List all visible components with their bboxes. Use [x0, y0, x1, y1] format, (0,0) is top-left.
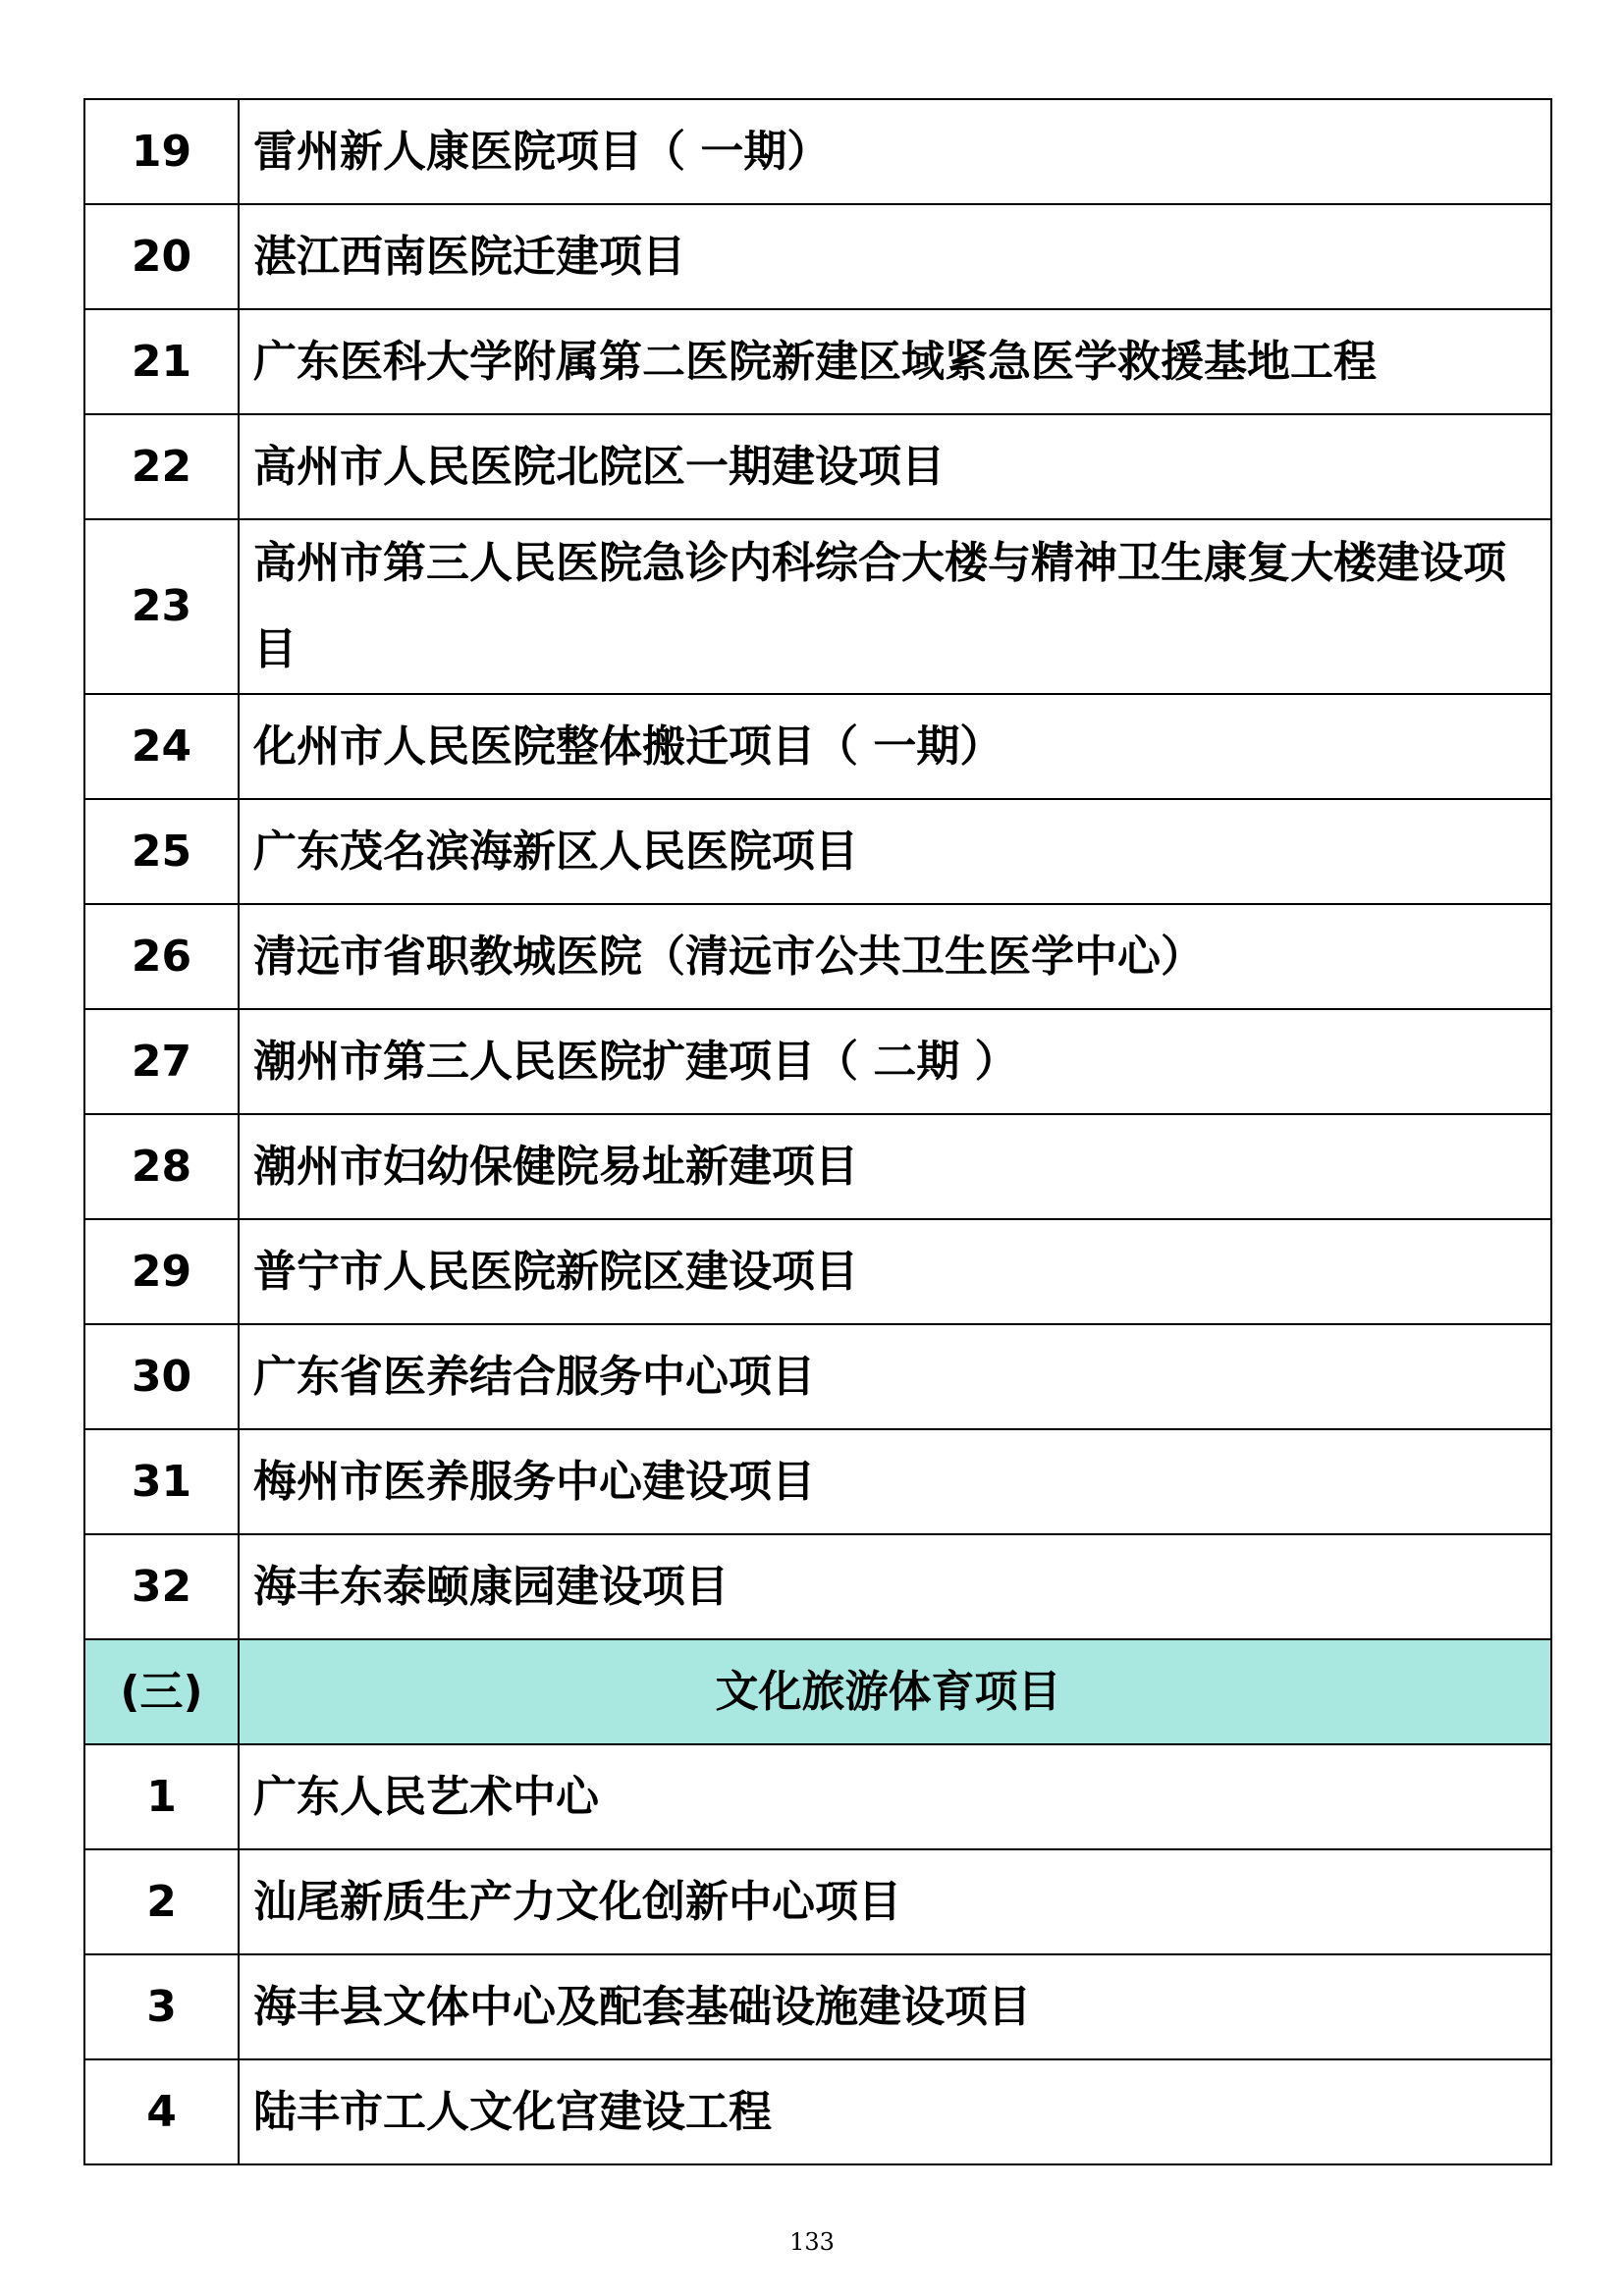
section-number: (三): [84, 1639, 239, 1744]
project-name: 化州市人民医院整体搬迁项目（ 一期）: [239, 694, 1551, 799]
row-number: 26: [84, 904, 239, 1009]
table-row: [84, 2059, 1551, 2164]
table-row: [84, 1009, 1551, 1114]
table-row: [84, 204, 1551, 309]
row-number: 23: [84, 519, 239, 694]
table-row: [84, 99, 1551, 204]
project-name: 汕尾新质生产力文化创新中心项目: [239, 1849, 1551, 1954]
table-row: [84, 1219, 1551, 1324]
row-number: 29: [84, 1219, 239, 1324]
table-row: [84, 904, 1551, 1009]
table-row: [84, 1954, 1551, 2059]
section-title: 文化旅游体育项目: [239, 1639, 1551, 1744]
table-row: [84, 309, 1551, 414]
project-name: 潮州市妇幼保健院易址新建项目: [239, 1114, 1551, 1219]
row-number: 32: [84, 1534, 239, 1639]
row-number: 21: [84, 309, 239, 414]
row-number: 1: [84, 1744, 239, 1849]
row-number: 24: [84, 694, 239, 799]
table-row: [84, 1324, 1551, 1429]
table-row: [84, 414, 1551, 519]
row-number: 20: [84, 204, 239, 309]
project-name: 海丰县文体中心及配套基础设施建设项目: [239, 1954, 1551, 2059]
table-row: [84, 1114, 1551, 1219]
project-name: 广东医科大学附属第二医院新建区域紧急医学救援基地工程: [239, 309, 1551, 414]
table-row: [84, 1534, 1551, 1639]
row-number: 4: [84, 2059, 239, 2164]
project-name: 陆丰市工人文化宫建设工程: [239, 2059, 1551, 2164]
section-header-row: [84, 1639, 1551, 1744]
project-name: 高州市第三人民医院急诊内科综合大楼与精神卫生康复大楼建设项目: [239, 519, 1551, 694]
project-name: 普宁市人民医院新院区建设项目: [239, 1219, 1551, 1324]
project-name: 海丰东泰颐康园建设项目: [239, 1534, 1551, 1639]
project-name: 潮州市第三人民医院扩建项目（ 二期 ）: [239, 1009, 1551, 1114]
project-name: 清远市省职教城医院（清远市公共卫生医学中心）: [239, 904, 1551, 1009]
project-name: 广东人民艺术中心: [239, 1744, 1551, 1849]
row-number: 27: [84, 1009, 239, 1114]
table-row: [84, 1849, 1551, 1954]
project-name: 雷州新人康医院项目（ 一期）: [239, 99, 1551, 204]
table-row: [84, 519, 1551, 694]
row-number: 31: [84, 1429, 239, 1534]
table-row: [84, 1744, 1551, 1849]
row-number: 19: [84, 99, 239, 204]
row-number: 30: [84, 1324, 239, 1429]
row-number: 25: [84, 799, 239, 904]
table-row: [84, 694, 1551, 799]
project-name: 广东省医养结合服务中心项目: [239, 1324, 1551, 1429]
project-name: 梅州市医养服务中心建设项目: [239, 1429, 1551, 1534]
page-number: 133: [789, 2228, 835, 2256]
project-name: 高州市人民医院北院区一期建设项目: [239, 414, 1551, 519]
row-number: 3: [84, 1954, 239, 2059]
project-name: 湛江西南医院迁建项目: [239, 204, 1551, 309]
table-row: [84, 1429, 1551, 1534]
row-number: 22: [84, 414, 239, 519]
row-number: 2: [84, 1849, 239, 1954]
table-row: [84, 799, 1551, 904]
row-number: 28: [84, 1114, 239, 1219]
project-name: 广东茂名滨海新区人民医院项目: [239, 799, 1551, 904]
project-table: [83, 98, 1552, 2165]
